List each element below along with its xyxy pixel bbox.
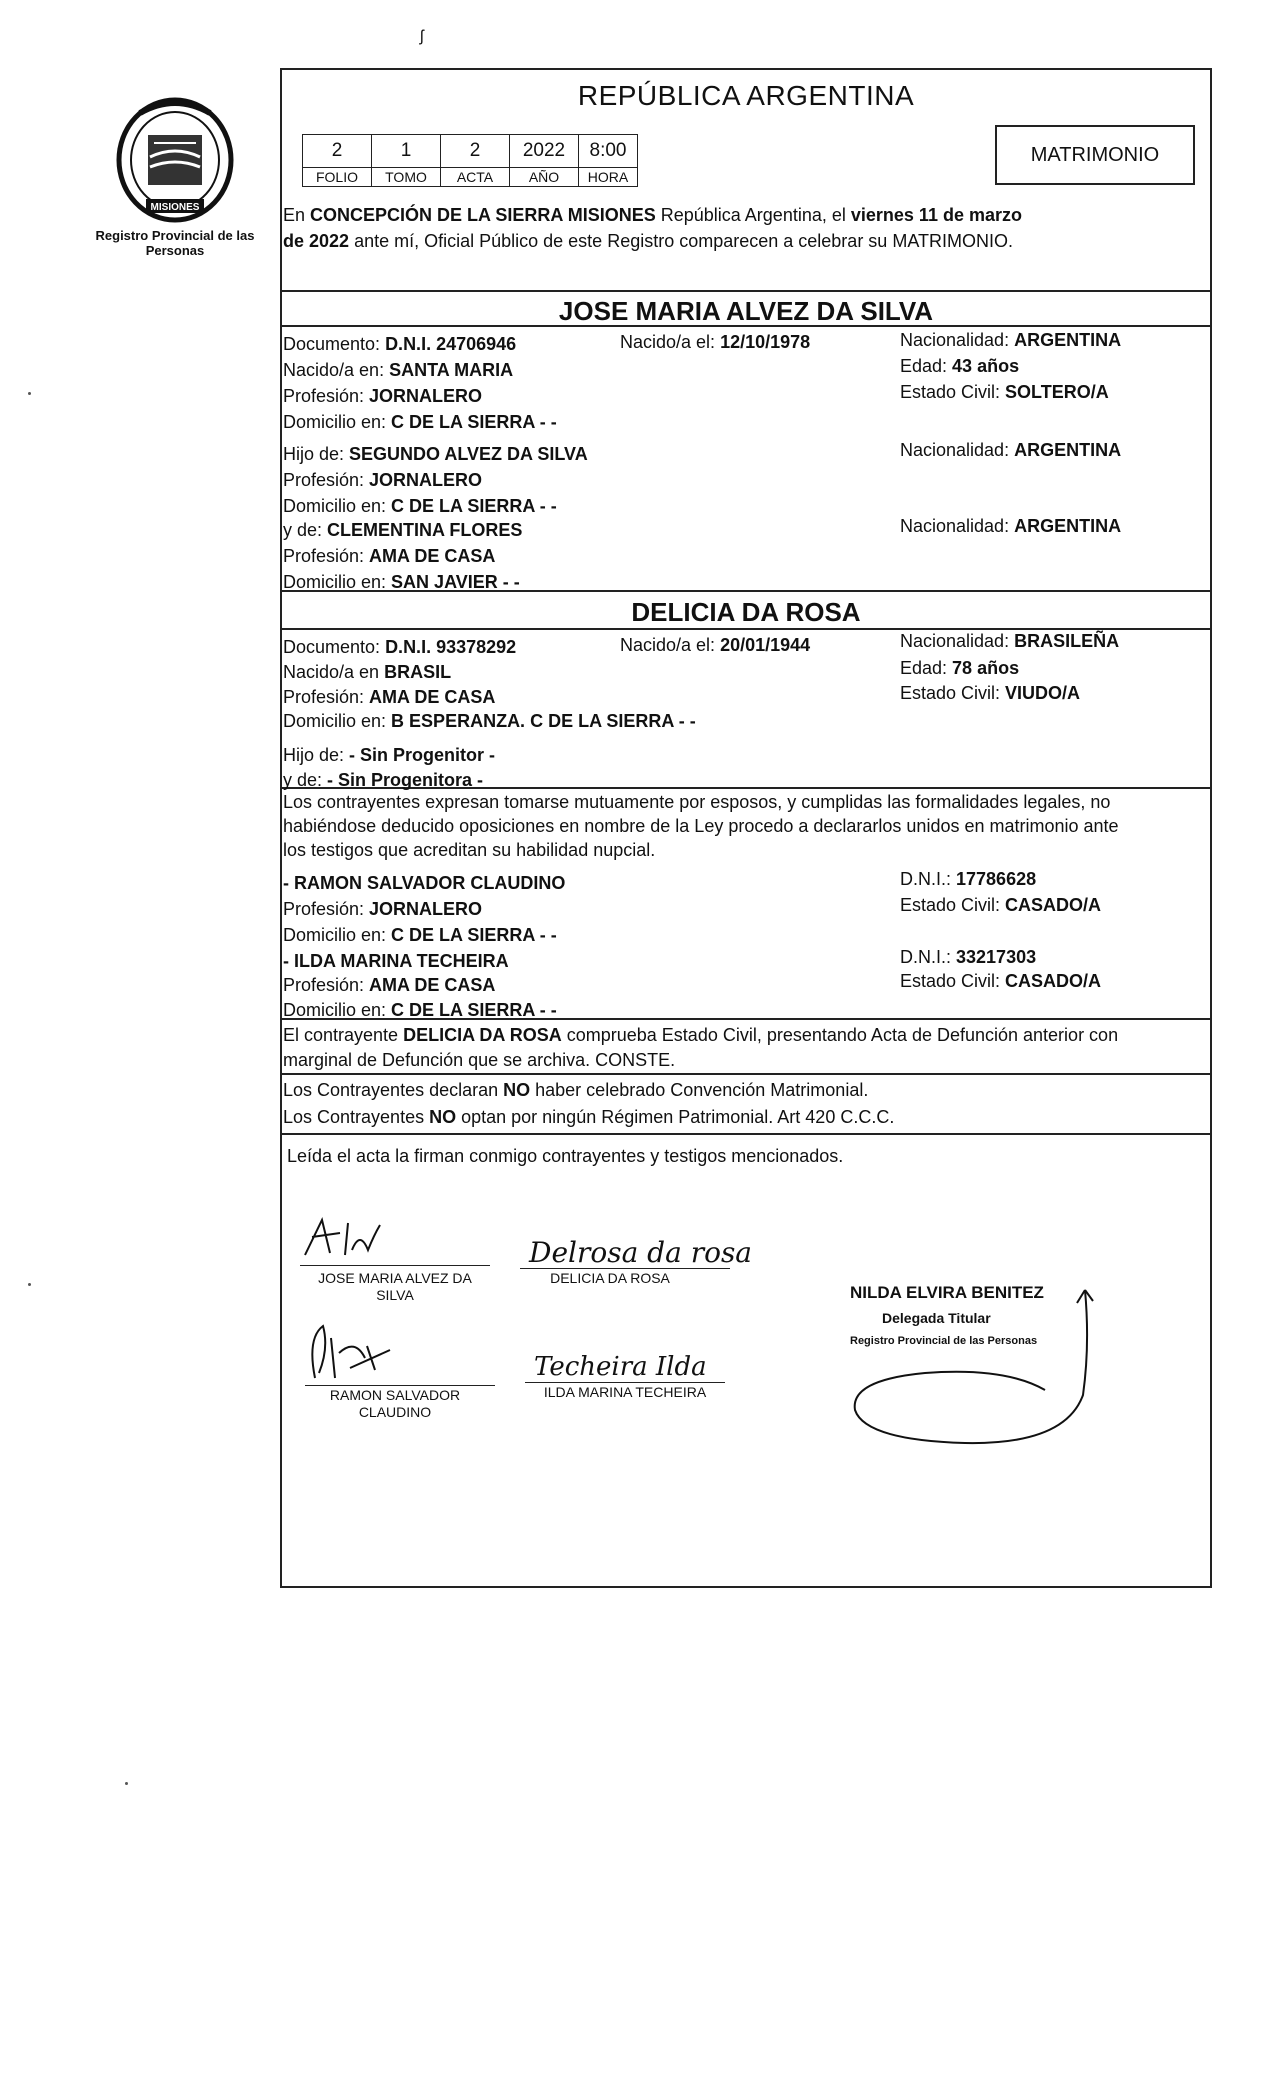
signature-line-1 [300,1265,490,1266]
c1-domicilio: Domicilio en: C DE LA SIERRA - - [283,412,557,432]
divider-7 [280,1073,1212,1075]
c2-domicilio: Domicilio en: B ESPERANZA. C DE LA SIERRA - - [283,711,696,731]
folio-value: 2 [303,135,372,168]
c2-padre: Hijo de: - Sin Progenitor - [283,745,496,765]
c1-fecha-nac: Nacido/a el: 12/10/1978 [620,332,811,352]
scan-speck [28,1283,31,1286]
intro-line-1: En CONCEPCIÓN DE LA SIERRA MISIONES República Argentina, el viernes 11 de marzo [283,205,1022,225]
intro-line-2: de 2022 ante mí, Oficial Público de este Registro comparecen a celebrar su MATRIMONIO. [283,231,1013,251]
convencion-line-2: Los Contrayentes NO optan por ningún Régimen Patrimonial. Art 420 C.C.C. [283,1107,895,1127]
acta-value: 2 [441,135,510,168]
c1-estado-civil: Estado Civil: SOLTERO/A [900,382,1109,402]
tomo-label: TOMO [372,168,441,187]
nota-civil-line-1: El contrayente DELICIA DA ROSA comprueba Estado Civil, presentando Acta de Defunción anterior con [283,1025,1119,1045]
c2-fecha-nac: Nacido/a el: 20/01/1944 [620,635,811,655]
testigo-2-dni: D.N.I.: 33217303 [900,947,1037,967]
acta-label: ACTA [441,168,510,187]
firma-ilda: ILDA MARINA TECHEIRA [543,1384,707,1400]
c1-padre: Hijo de: SEGUNDO ALVEZ DA SILVA [283,444,588,464]
signature-ilda [530,1345,730,1385]
provincial-seal-logo [110,95,240,225]
declaracion-line-1: Los contrayentes expresan tomarse mutuamente por esposos, y cumplidas las formalidades legales, no [283,792,1111,812]
signature-delicia-text: Delrosa da rosa [529,1236,753,1269]
stray-mark: ʃ [420,28,424,45]
anio-value: 2022 [510,135,579,168]
c1-padre-nacionalidad: Nacionalidad: ARGENTINA [900,440,1122,460]
folio-label: FOLIO [303,168,372,187]
convencion-line-1: Los Contrayentes declaran NO haber celebrado Convención Matrimonial. [283,1080,869,1100]
oficial-cargo: Delegada Titular [882,1310,991,1326]
tomo-value: 1 [372,135,441,168]
oficial-registro: Registro Provincial de las Personas [850,1335,1038,1347]
scan-speck [28,392,31,395]
signature-line-4 [525,1382,725,1383]
signature-line-3 [305,1385,495,1386]
signature-ilda-text: Techeira Ilda [534,1352,707,1382]
signature-line-2 [520,1268,730,1269]
nota-civil-line-2: marginal de Defunción que se archiva. CONSTE. [283,1050,676,1070]
c2-lugar-nac: Nacido/a en BRASIL [283,662,452,682]
firma-ramon: RAMON SALVADOR CLAUDINO [329,1387,461,1420]
c2-profesion: Profesión: AMA DE CASA [283,687,496,707]
scan-speck [125,1782,128,1785]
c2-estado-civil: Estado Civil: VIUDO/A [900,683,1081,703]
contrayente-2-name: DELICIA DA ROSA [631,597,861,627]
firma-delicia: DELICIA DA ROSA [550,1270,670,1286]
c1-documento: Documento: D.N.I. 24706946 [283,334,517,354]
registry-caption: Registro Provincial de las Personas [95,228,255,258]
c2-documento: Documento: D.N.I. 93378292 [283,637,517,657]
anio-label: AÑO [510,168,579,187]
seal-text: MISIONES [150,202,200,213]
testigo-2-profesion: Profesión: AMA DE CASA [283,975,496,995]
c2-edad: Edad: 78 años [900,658,1020,678]
cierre-text: Leída el acta la firman conmigo contrayentes y testigos mencionados. [287,1146,844,1166]
signature-oficial [845,1285,1105,1465]
c1-nacionalidad: Nacionalidad: ARGENTINA [900,330,1122,350]
testigo-2-estado-civil: Estado Civil: CASADO/A [900,971,1102,991]
testigo-1-profesion: Profesión: JORNALERO [283,899,483,919]
c1-padre-profesion: Profesión: JORNALERO [283,470,483,490]
signature-ramon [305,1318,405,1388]
testigo-1-estado-civil: Estado Civil: CASADO/A [900,895,1102,915]
c1-madre-domicilio: Domicilio en: SAN JAVIER - - [283,572,520,592]
c1-profesion: Profesión: JORNALERO [283,386,483,406]
divider-1 [280,290,1212,292]
signature-jose-maria [300,1215,390,1265]
contrayente-1-name: JOSE MARIA ALVEZ DA SILVA [558,296,934,326]
testigo-2-domicilio: Domicilio en: C DE LA SIERRA - - [283,1000,557,1020]
hora-value: 8:00 [579,135,638,168]
c1-edad: Edad: 43 años [900,356,1020,376]
c2-madre: y de: - Sin Progenitora - [283,770,484,790]
declaracion-line-2: habiéndose deducido oposiciones en nombre de la Ley procedo a declararlos unidos en matrimonio ante [283,816,1119,836]
c1-madre-profesion: Profesión: AMA DE CASA [283,546,496,566]
testigo-2-name: - ILDA MARINA TECHEIRA [283,951,509,971]
signature-delicia [525,1232,753,1272]
act-reference-table [302,134,638,187]
c2-nacionalidad: Nacionalidad: BRASILEÑA [900,631,1120,651]
c1-madre-nacionalidad: Nacionalidad: ARGENTINA [900,516,1122,536]
divider-8 [280,1133,1212,1135]
testigo-1-name: - RAMON SALVADOR CLAUDINO [283,873,566,893]
testigo-1-dni: D.N.I.: 17786628 [900,869,1037,889]
c1-lugar-nac: Nacido/a en: SANTA MARIA [283,360,514,380]
act-type-box: MATRIMONIO [995,125,1195,185]
oficial-nombre: NILDA ELVIRA BENITEZ [850,1283,1044,1302]
declaracion-line-3: los testigos que acreditan su habilidad nupcial. [283,840,656,860]
hora-label: HORA [579,168,638,187]
c1-madre: y de: CLEMENTINA FLORES [283,520,523,540]
testigo-1-domicilio: Domicilio en: C DE LA SIERRA - - [283,925,557,945]
document-title: REPÚBLICA ARGENTINA [577,80,915,111]
firma-jose-maria: JOSE MARIA ALVEZ DA SILVA [318,1270,472,1303]
c1-padre-domicilio: Domicilio en: C DE LA SIERRA - - [283,496,557,516]
